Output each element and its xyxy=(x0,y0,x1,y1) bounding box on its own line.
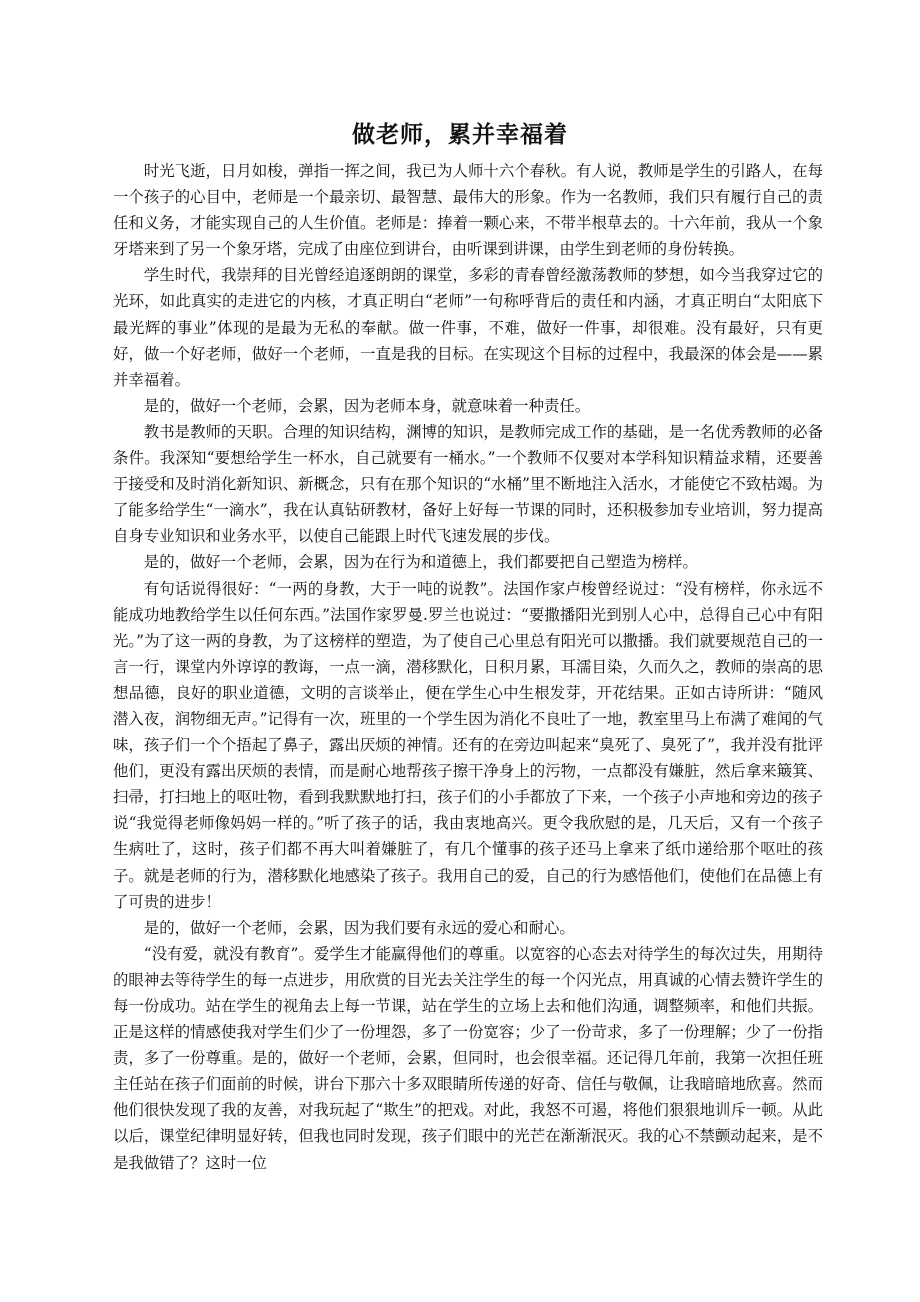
paragraph-love-education: “没有爱，就没有教育”。爱学生才能赢得他们的尊重。以宽容的心态去对待学生的每次过失，用期待的眼神去等待学生的每一点进步，用欣赏的目光去关注学生的每一个闪光点，用真诚的心情去赞许学生的每一份成功。站在学生的视角去上每一节课，站在学生的立场上去和他们沟通，调整频率，和他们共振。正是这样的情感使我对学生们少了一份埋怨，多了一份宽容；少了一份苛求，多了一份理解；少了一份指责，多了一份尊重。是的，做好一个老师，会累，但同时，也会很幸福。还记得几年前，我第一次担任班主任站在孩子们面前的时候，讲台下那六十多双眼睛所传递的好奇、信任与敬佩，让我暗暗地欣喜。然而他们很快发现了我的友善，对我玩起了“欺生”的把戏。对此，我怒不可遏，将他们狠狠地训斥一顿。从此以后，课堂纪律明显好转，但我也同时发现，孩子们眼中的光芒在渐渐泯灭。我的心不禁颤动起来，是不是我做错了？这时一位 xyxy=(113,944,823,1172)
paragraph-love-patience-heading: 是的，做好一个老师，会累，因为我们要有永远的爱心和耐心。 xyxy=(143,918,575,937)
paragraph-student-era: 学生时代，我崇拜的目光曾经追逐朗朗的课堂，多彩的青春曾经激荡教师的梦想，如今当我穿过它的光环，如此真实的走进它的内核，才真正明白“老师”一句称呼背后的责任和内涵，才真正明白“太阳底下最光辉的事业”体现的是最为无私的奉献。做一件事，不难，做好一件事，却很难。没有最好，只有更好，做一个好老师，做好一个老师，一直是我的目标。在实现这个目标的过程中，我最深的体会是——累并幸福着。 xyxy=(113,266,823,389)
paragraph-role-model-heading: 是的，做好一个老师，会累，因为在行为和道德上，我们都要把自己塑造为榜样。 xyxy=(143,553,698,572)
document-body xyxy=(113,158,823,1176)
paragraph-teaching-duty: 教书是教师的天职。合理的知识结构，渊博的知识，是教师完成工作的基础，是一名优秀教师的必备条件。我深知“要想给学生一杯水，自己就要有一桶水。”一个教师不仅要对本学科知识精益求精，还要善于接受和及时消化新知识、新概念，只有在那个知识的“水桶”里不断地注入活水，才能使它不致枯竭。为了能多给学生“一滴水”，我在认真钻研教材，备好上好每一节课的同时，还积极参加专业培训，努力提高自身专业知识和业务水平，以使自己能跟上时代飞速发展的步伐。 xyxy=(113,422,823,546)
paragraph-role-model-story: 有句话说得很好：“一两的身教，大于一吨的说教”。法国作家卢梭曾经说过：“没有榜样，你永远不能成功地教给学生以任何东西。”法国作家罗曼.罗兰也说过：“要撒播阳光到别人心中，总得自己心中有阳光。”为了这一两的身教，为了这榜样的塑造，为了使自己心里总有阳光可以撒播。我们就要规范自己的一言一行，课堂内外谆谆的教诲，一点一滴，潜移默化，日积月累，耳濡目染，久而久之，教师的崇高的思想品德，良好的职业道德，文明的言谈举止，便在学生心中生根发芽，开花结果。正如古诗所讲：“随风潜入夜，润物细无声。”记得有一次，班里的一个学生因为消化不良吐了一地，教室里马上布满了难闻的气味，孩子们一个个捂起了鼻子，露出厌烦的神情。还有的在旁边叫起来“臭死了、臭死了”，我并没有批评他们，更没有露出厌烦的表情，而是耐心地帮孩子擦干净身上的污物，一点都没有嫌脏，然后拿来簸箕、扫帚，打扫地上的呕吐物，看到我默默地打扫，孩子们的小手都放了下来，一个孩子小声地和旁边的孩子说“我觉得老师像妈妈一样的。”听了孩子的话，我由衷地高兴。更令我欣慰的是，几天后，又有一个孩子生病吐了，这时，孩子们都不再大叫着嫌脏了，有几个懂事的孩子还马上拿来了纸巾递给那个呕吐的孩子。就是老师的行为，潜移默化地感染了孩子。我用自己的爱，自己的行为感悟他们，使他们在品德上有了可贵的进步！ xyxy=(113,579,823,911)
document-title: 做老师，累并幸福着 xyxy=(352,121,568,148)
paragraph-responsibility-heading: 是的，做好一个老师，会累，因为老师本身，就意味着一种责任。 xyxy=(143,396,591,415)
paragraph-intro: 时光飞逝，日月如梭，弹指一挥之间，我已为人师十六个春秋。有人说，教师是学生的引路人，在每一个孩子的心目中，老师是一个最亲切、最智慧、最伟大的形象。作为一名教师，我们只有履行自己的责任和义务，才能实现自己的人生价值。老师是：捧着一颗心来，不带半根草去的。十六年前，我从一个象牙塔来到了另一个象牙塔，完成了由座位到讲台，由听课到讲课，由学生到老师的身份转换。 xyxy=(113,162,823,259)
